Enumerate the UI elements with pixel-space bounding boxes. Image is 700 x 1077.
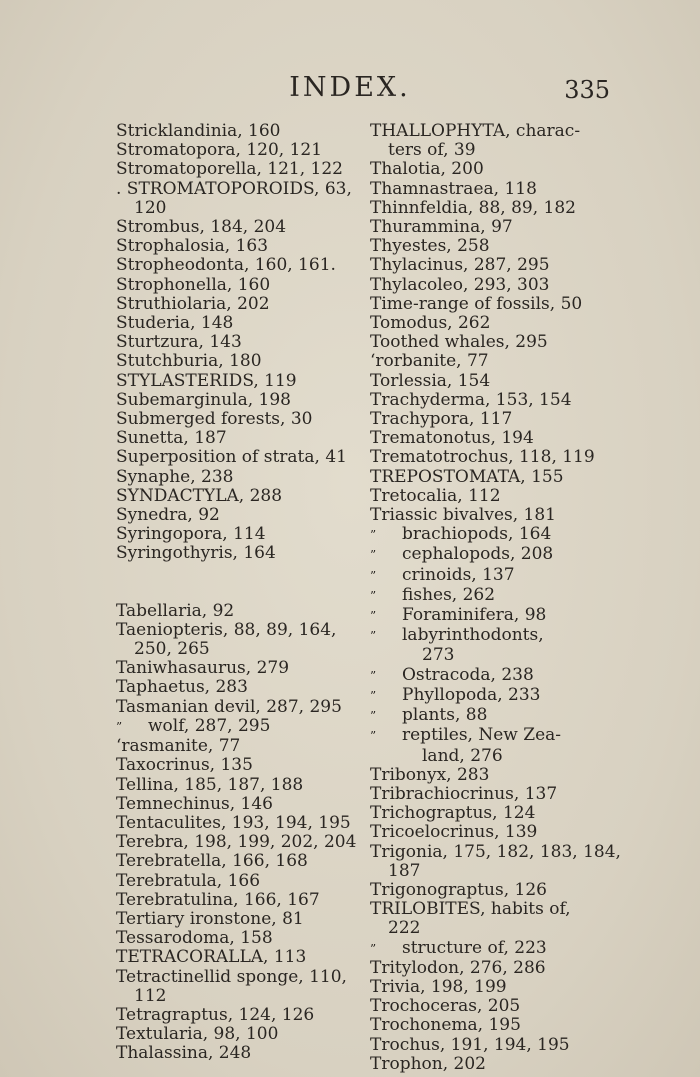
index-entry-text: Stromatopora, 120, 121 [116, 140, 323, 161]
index-entry-text: 273 [422, 645, 455, 666]
index-entry [116, 1025, 361, 1044]
page-header [0, 72, 700, 106]
ditto-mark: ” [370, 528, 377, 543]
index-entry [370, 566, 615, 586]
index-entry [116, 776, 361, 795]
index-entry-text: wolf, 287, 295 [148, 715, 271, 736]
index-entry-text: Trachyderma, 153, 154 [370, 389, 572, 410]
index-entry-text: 250, 265 [134, 639, 210, 660]
ditto-mark: ” [370, 588, 377, 603]
index-entry [370, 352, 615, 371]
index-entry [116, 929, 361, 948]
index-entry-text: Submerged forests, 30 [116, 409, 313, 430]
index-entry [370, 410, 615, 429]
index-entry-text: Subemarginula, 198 [116, 389, 291, 410]
index-entry [370, 545, 615, 565]
index-entry [370, 487, 615, 506]
index-entry [116, 910, 361, 929]
index-entry-text: ‘rasmanite, 77 [116, 736, 241, 757]
index-entry-text: Textularia, 98, 100 [116, 1024, 279, 1045]
index-entry-text: brachiopods, 164 [402, 524, 552, 545]
index-entry-text: Tribonyx, 283 [370, 764, 490, 785]
index-entry [370, 295, 615, 314]
index-entry [116, 122, 361, 141]
index-entry [370, 666, 615, 686]
index-entry-text: ters of, 39 [388, 140, 476, 161]
index-entry-text: plants, 88 [402, 705, 488, 726]
index-entry [370, 180, 615, 199]
index-entry [370, 841, 621, 862]
index-entry [116, 891, 361, 910]
index-entry [116, 372, 361, 391]
index-entry-text: Stutchburia, 180 [116, 351, 262, 372]
index-column-left [116, 122, 361, 1064]
index-entry [370, 160, 615, 179]
index-entry [116, 410, 361, 429]
index-entry-text: Thurammina, 97 [370, 217, 513, 238]
index-entry-text: Stromatoporella, 121, 122 [116, 159, 343, 180]
index-entry [370, 606, 615, 626]
index-entry [370, 218, 615, 237]
index-entry-text: Stropheodonta, 160, 161. [116, 255, 336, 276]
index-entry-text: Toothed whales, 295 [370, 332, 548, 353]
index-entry [116, 391, 361, 410]
index-entry [370, 586, 615, 606]
index-entry-text: Thyestes, 258 [370, 236, 490, 257]
index-entry-text: Tetragraptus, 124, 126 [116, 1004, 315, 1025]
index-entry [370, 199, 615, 218]
index-entry [116, 852, 361, 871]
index-entry-text: 112 [134, 985, 167, 1006]
index-entry-text: Strophalosia, 163 [116, 236, 269, 257]
index-entry [116, 525, 361, 544]
index-entry-text: Trophon, 202 [370, 1053, 486, 1074]
index-entry [370, 862, 615, 881]
index-entry-text: land, 276 [422, 745, 503, 766]
index-entry-text: 187 [388, 860, 421, 881]
index-entry-text: Trochoceras, 205 [370, 996, 521, 1017]
index-entry-text: Sunetta, 187 [116, 428, 227, 449]
index-entry-text: cephalopods, 208 [402, 544, 554, 565]
index-entry [370, 1016, 615, 1035]
index-entry [116, 237, 361, 256]
index-entry-text: Torlessia, 154 [370, 370, 491, 391]
index-entry [370, 448, 615, 467]
index-entry-text: Superposition of strata, 41 [116, 447, 347, 468]
index-entry [370, 525, 615, 545]
index-entry [370, 506, 615, 525]
ditto-mark: ” [370, 609, 377, 624]
page-number: 335 [564, 76, 610, 104]
ditto-mark: ” [370, 629, 377, 644]
index-entry-text: Trochus, 191, 194, 195 [370, 1034, 570, 1055]
index-entry [370, 626, 615, 646]
index-entry [116, 448, 361, 467]
index-entry-text: Tomodus, 262 [370, 313, 491, 334]
index-entry-text: . STROMATOPOROIDS, 63, [116, 178, 352, 199]
index-entry [116, 756, 361, 775]
index-entry [370, 881, 615, 900]
index-entry-text: Foraminifera, 98 [402, 605, 547, 626]
index-entry-text: Terebratella, 166, 168 [116, 851, 308, 872]
index-entry-text: Tricoelocrinus, 139 [370, 822, 538, 843]
index-entry [370, 900, 615, 919]
index-entry [370, 747, 615, 766]
index-entry-text: Trematonotus, 194 [370, 428, 534, 449]
index-entry [116, 141, 361, 160]
index-entry-text: 120 [134, 197, 167, 218]
index-entry-text: Tritylodon, 276, 286 [370, 957, 546, 978]
index-entry-text: Terebra, 198, 199, 202, 204 [116, 832, 357, 853]
index-entry-text: reptiles, New Zea- [402, 725, 562, 746]
index-entry-text: Trichograptus, 124 [370, 803, 536, 824]
index-entry [116, 640, 361, 659]
index-entry [116, 256, 361, 275]
index-entry [370, 372, 615, 391]
index-entry [116, 659, 361, 678]
index-entry-text: TREPOSTOMATA, 155 [370, 466, 564, 487]
index-entry-text: Struthiolaria, 202 [116, 293, 270, 314]
index-entry-text: structure of, 223 [402, 937, 547, 958]
ditto-mark: ” [370, 941, 377, 956]
index-entry [116, 314, 361, 333]
index-entry-text: Taniwhasaurus, 279 [116, 658, 290, 679]
index-entry-text: Trigonia, 175, 182, 183, 184, [370, 841, 621, 862]
index-entry [370, 823, 615, 842]
index-entry-text: Terebratula, 166 [116, 870, 261, 891]
index-entry [370, 333, 615, 352]
ditto-mark: ” [370, 729, 377, 744]
index-entry-text: Phyllopoda, 233 [402, 684, 541, 705]
index-entry-text: fishes, 262 [402, 584, 496, 605]
index-entry [116, 429, 361, 448]
index-entry-text: Trachypora, 117 [370, 409, 513, 430]
index-entry [116, 987, 361, 1006]
index-entry [116, 814, 361, 833]
index-entry-text: Trochonema, 195 [370, 1015, 521, 1036]
index-entry-text: Synedra, 92 [116, 505, 220, 526]
index-entry-text: Taeniopteris, 88, 89, 164, [116, 619, 337, 640]
index-entry [370, 919, 615, 938]
index-entry [370, 706, 615, 726]
index-entry-text: Taxocrinus, 135 [116, 755, 253, 776]
index-entry [116, 948, 361, 967]
index-entry [370, 978, 615, 997]
index-entry-text: Tabellaria, 92 [116, 600, 235, 621]
index-entry [116, 333, 361, 352]
index-entry [116, 160, 361, 179]
index-entry [116, 199, 361, 218]
index-entry-text: Strombus, 184, 204 [116, 217, 287, 238]
index-entry-text: Trigonograptus, 126 [370, 879, 547, 900]
index-entry-text: 222 [388, 918, 421, 939]
index-entry [370, 1036, 615, 1055]
index-entry-text: Studeria, 148 [116, 313, 234, 334]
ditto-mark: ” [370, 688, 377, 703]
index-entry-text: Synaphe, 238 [116, 466, 234, 487]
index-entry-text: TRILOBITES, habits of, [370, 899, 571, 920]
index-entry-text: Trivia, 198, 199 [370, 976, 507, 997]
index-entry-text: TETRACORALLA, 113 [116, 947, 307, 968]
index-entry [370, 256, 615, 275]
index-entry [370, 785, 615, 804]
index-entry [370, 237, 615, 256]
index-entry [370, 1055, 615, 1074]
index-entry [370, 959, 615, 978]
index-entry [370, 122, 615, 141]
index-entry-text: STYLASTERIDS, 119 [116, 370, 297, 391]
index-entry [116, 506, 361, 525]
index-entry-text: Trematotrochus, 118, 119 [370, 447, 595, 468]
index-entry-text: Tribrachiocrinus, 137 [370, 783, 558, 804]
index-entry [370, 686, 615, 706]
ditto-mark: ” [370, 668, 377, 683]
index-entry-text: Thalotia, 200 [370, 159, 484, 180]
index-entry [370, 314, 615, 333]
index-entry-text: Tertiary ironstone, 81 [116, 908, 304, 929]
index-entry [116, 487, 361, 506]
ditto-mark: ” [370, 548, 377, 563]
index-entry [116, 621, 361, 640]
index-entry [116, 872, 361, 891]
index-entry-text: Terebratulina, 166, 167 [116, 889, 320, 910]
index-entry-text: Taphaetus, 283 [116, 677, 248, 698]
index-entry-text: Tentaculites, 193, 194, 195 [116, 812, 351, 833]
index-entry-text: crinoids, 137 [402, 564, 515, 585]
index-entry [116, 544, 361, 563]
index-entry [370, 391, 615, 410]
index-entry-text: Thylacoleo, 293, 303 [370, 274, 550, 295]
index-entry-text: Tellina, 185, 187, 188 [116, 774, 304, 795]
index-entry-text: Thalassina, 248 [116, 1043, 252, 1064]
index-column-right [370, 121, 621, 1074]
index-entry-text: ‘rorbanite, 77 [370, 351, 489, 372]
index-entry-text: Thamnastraea, 118 [370, 178, 537, 199]
index-entry [370, 646, 615, 665]
index-entry-text: Stricklandinia, 160 [116, 121, 281, 141]
index-entry [116, 717, 361, 737]
index-entry [116, 678, 361, 697]
index-entry-text: Thinnfeldia, 88, 89, 182 [370, 197, 577, 218]
index-entry [116, 295, 361, 314]
index-entry [116, 737, 361, 756]
index-entry-text: Tessarodoma, 158 [116, 928, 273, 949]
index-entry [116, 352, 361, 371]
ditto-mark: ” [116, 719, 123, 734]
ditto-mark: ” [370, 709, 377, 724]
index-entry [370, 766, 615, 785]
index-entry-text: SYNDACTYLA, 288 [116, 485, 283, 506]
index-entry-text: Tetractinellid sponge, 110, [116, 966, 347, 987]
index-entry-text: THALLOPHYTA, charac- [370, 121, 581, 141]
index-entry [370, 276, 615, 295]
index-entry [116, 698, 361, 717]
index-entry-text: Thylacinus, 287, 295 [370, 255, 550, 276]
ditto-mark: ” [370, 568, 377, 583]
index-entry-text: Ostracoda, 238 [402, 664, 534, 685]
index-entry [370, 804, 615, 823]
index-entry [116, 218, 361, 237]
index-entry-text: Syringopora, 114 [116, 524, 266, 545]
index-entry-text: Syringothyris, 164 [116, 543, 276, 564]
index-entry [370, 429, 615, 448]
index-entry-text: Tretocalia, 112 [370, 485, 501, 506]
index-entry [116, 602, 361, 621]
index-entry [116, 468, 361, 487]
index-entry [370, 997, 615, 1016]
index-entry [370, 468, 615, 487]
index-entry [370, 726, 615, 746]
index-entry [116, 180, 361, 199]
page-title: INDEX. [289, 72, 411, 103]
index-entry-text: Triassic bivalves, 181 [370, 505, 556, 526]
index-entry [116, 968, 361, 987]
index-entry [116, 276, 361, 295]
index-entry [370, 141, 615, 160]
index-entry-text: Sturtzura, 143 [116, 332, 242, 353]
index-entry [116, 1006, 361, 1025]
index-entry-text: Tasmanian devil, 287, 295 [116, 696, 342, 717]
index-entry-text: labyrinthodonts, [402, 625, 544, 646]
index-entry-text: Strophonella, 160 [116, 274, 271, 295]
index-entry-text: Time-range of fossils, 50 [370, 293, 583, 314]
index-entry [116, 833, 361, 852]
index-entry [116, 1044, 361, 1063]
index-entry [370, 939, 615, 959]
index-entry-text: Temnechinus, 146 [116, 793, 273, 814]
index-entry [116, 795, 361, 814]
